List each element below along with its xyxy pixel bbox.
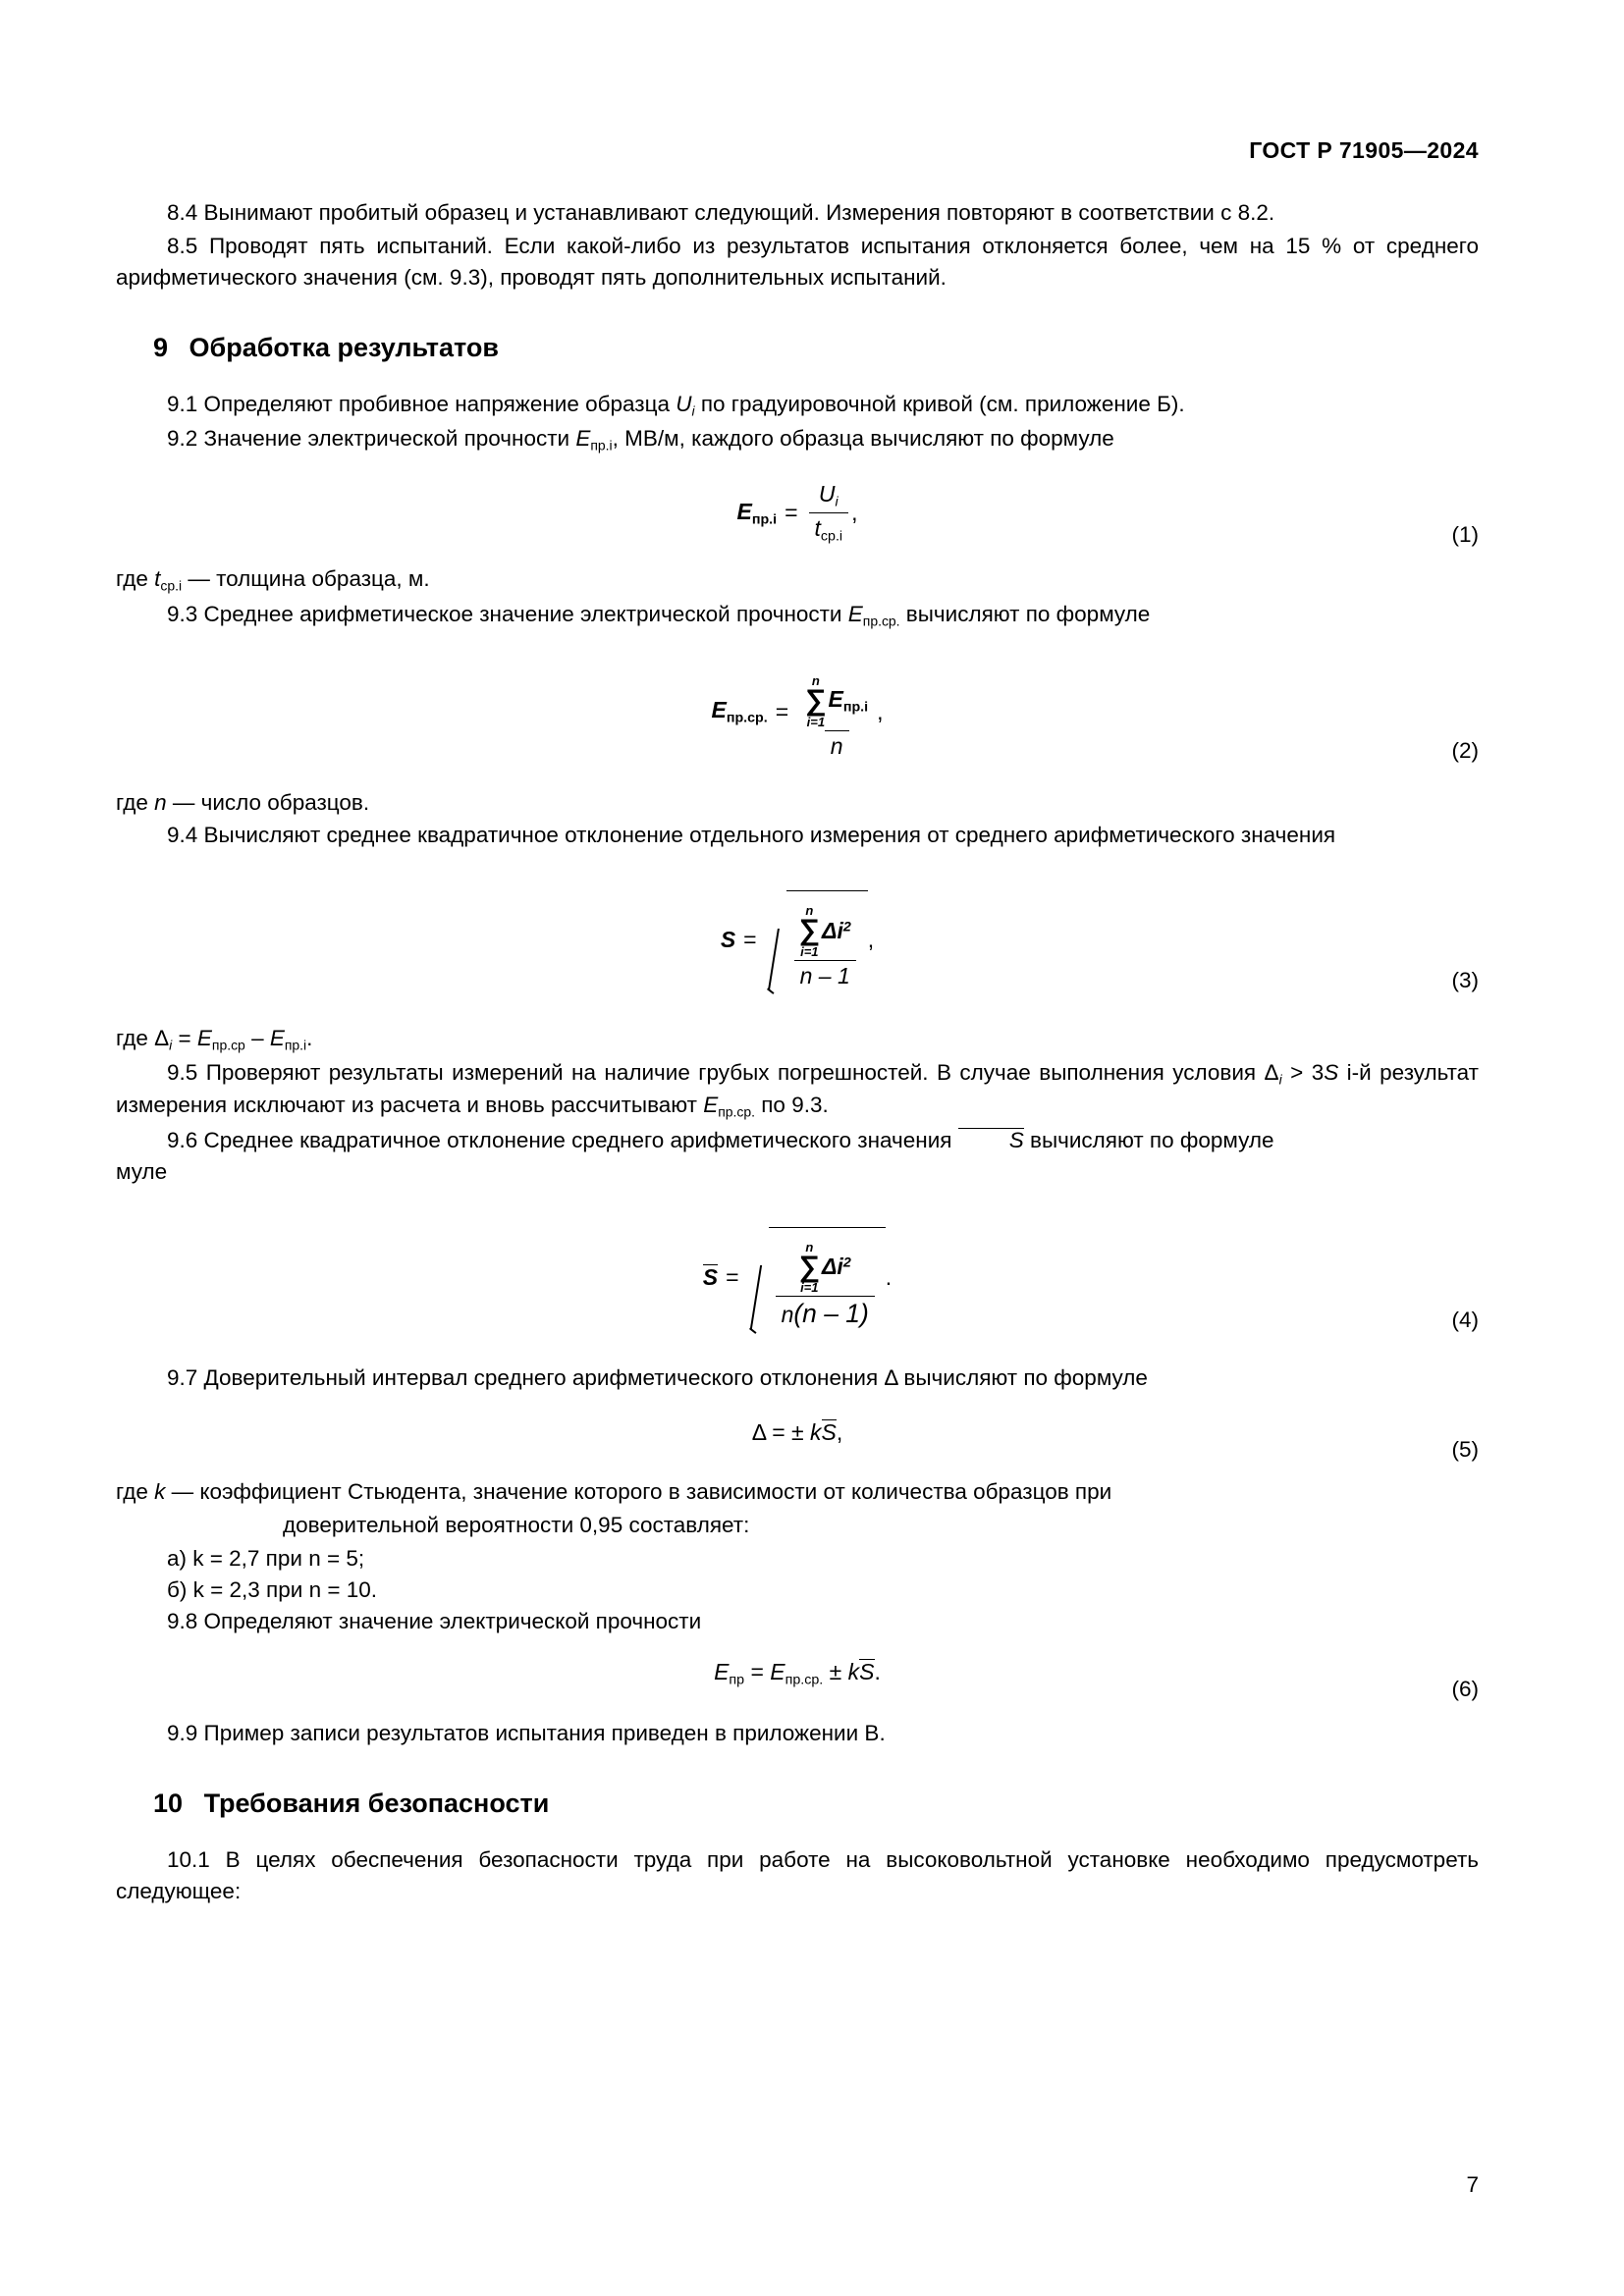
paragraph-9-7: 9.7 Доверительный интервал среднего арифметического отклонения Δ вычисляют по формуле <box>167 1365 1148 1391</box>
formula-5-number: (5) <box>1451 1436 1479 1462</box>
formula-4: S = n ∑ i=1 $\Delta i^2$ n(n – 1) . <box>116 1227 1479 1330</box>
paragraph-9-3: 9.3 Среднее арифметическое значение электрической прочности $E_{пр.ср.}$ вычисляют по формуле <box>167 601 1151 629</box>
section-heading-9 <box>116 333 1479 363</box>
paragraph-8-4: 8.4 Вынимают пробитый образец и устанавливают следующий. Измерения повторяют в соответствии с 8.2. <box>167 200 1275 225</box>
paragraph-9-4: 9.4 Вычисляют среднее квадратичное отклонение отдельного измерения от среднего арифметического значения <box>167 823 1336 848</box>
summation-operator: n ∑ i=1 <box>798 1239 820 1296</box>
section-number-10: 10 <box>153 1788 184 1818</box>
formula-6: $E_{пр} = E_{пр.ср.}$ ± kS. <box>714 1658 881 1688</box>
paragraph-9-2-text-a: 9.2 Значение электрической прочности <box>167 426 576 452</box>
paragraph-9-6: 9.6 Среднее квадратичное отклонение среднего арифметического значения S вычисляют по формуле <box>167 1127 1274 1152</box>
section-number-9: 9 <box>153 332 169 362</box>
formula-1: $E_{пр.i}$ = $\frac{U_i}{t_{ср.i}}$ , <box>736 481 858 545</box>
formula-3-row <box>116 890 1479 992</box>
section-title-10: Требования безопасности <box>203 1788 550 1818</box>
symbol-e-avg: E <box>847 601 863 626</box>
formula-2-number: (2) <box>1451 737 1479 763</box>
square-root-symbol: n ∑ i=1 $\Delta i^2$ n(n – 1) <box>747 1227 886 1330</box>
formula-1-denominator: t <box>814 514 821 541</box>
where-clause-5-cont: доверительной вероятности 0,95 составляет: <box>283 1512 750 1537</box>
formula-4-lhs: S <box>702 1264 719 1291</box>
paragraph-9-2 <box>116 423 1479 455</box>
list-item-b: б) k = 2,3 при n = 10. <box>167 1576 378 1602</box>
formula-1-lhs: $E_{пр.i}$ <box>736 498 778 528</box>
page-header: ГОСТ Р 71905—2024 <box>1249 137 1479 163</box>
formula-3: S = n ∑ i=1 $\Delta i^2$ n – 1 , <box>116 890 1479 989</box>
paragraph-8-5: 8.5 Проводят пять испытаний. Если какой-либо из результатов испытания отклоняется более, чем на 15 % от среднего арифметического значения (см. 9.3), проводят пять дополнительных испытаний. <box>116 233 1479 290</box>
where-clause-1: где $t_{ср.i}$ — толщина образца, м. <box>116 566 430 594</box>
symbol-n: n <box>154 789 167 815</box>
formula-2-denominator: n <box>830 732 843 759</box>
paragraph-9-8: 9.8 Определяют значение электрической прочности <box>167 1608 702 1633</box>
where-clause-3: где $\Delta_i = E_{пр.ср} - E_{пр.i}$. <box>116 1025 313 1053</box>
paragraph-9-2-text-b: , МВ/м, каждого образца вычисляют по формуле <box>612 426 1114 452</box>
formula-1-fraction: $\frac{U_i}{t_{ср.i}}$ <box>809 481 849 544</box>
symbol-u: U <box>676 391 692 416</box>
formula-2-fraction: n ∑ i=1 $E_{пр.i}$ n <box>805 673 869 759</box>
formula-5: Δ = ± kS, <box>751 1418 843 1445</box>
paragraph-9-1 <box>116 389 1479 421</box>
formula-4-row <box>116 1227 1479 1333</box>
formula-6-row <box>116 1658 1479 1701</box>
paragraph-9-1-text-b: по градуировочной кривой (см. приложение Б). <box>694 391 1185 416</box>
formula-3-lhs: S <box>720 927 736 953</box>
formula-5-row <box>116 1418 1479 1462</box>
formula-3-number: (3) <box>1451 967 1479 992</box>
list-item-a: а) k = 2,7 при n = 5; <box>167 1545 365 1571</box>
formula-1-number: (1) <box>1451 522 1479 548</box>
where-clause-2: где n — число образцов. <box>116 789 370 815</box>
paragraph-9-6-cont: муле <box>116 1158 168 1184</box>
symbol-e-sub: пр.i <box>590 437 613 454</box>
summation-operator: n ∑ i=1 <box>798 903 820 959</box>
formula-4-number: (4) <box>1451 1308 1479 1333</box>
symbol-k: k <box>154 1478 166 1504</box>
formula-1-row <box>116 481 1479 548</box>
formula-2-lhs: E <box>711 697 727 723</box>
page-number: 7 <box>1466 2172 1479 2197</box>
square-root-symbol: n ∑ i=1 $\Delta i^2$ n – 1 <box>765 890 868 989</box>
paragraph-9-1-text-a: 9.1 Определяют пробивное напряжение образца <box>167 391 677 416</box>
paragraph-9-5: 9.5 Проверяют результаты измерений на наличие грубых погрешностей. В случае выполнения условия $\Delta_i > 3S$ i-й результат измерения исключают из расчета и вновь рассчитывают $E_{пр.ср.}$ по 9.3. <box>116 1060 1479 1120</box>
formula-1-numerator: U <box>818 481 836 507</box>
section-title-9: Обработка результатов <box>189 332 499 362</box>
where-clause-5: где k — коэффициент Стьюдента, значение которого в зависимости от количества образцов при <box>116 1478 1112 1504</box>
section-heading-10 <box>116 1789 1479 1819</box>
paragraph-10-1: 10.1 В целях обеспечения безопасности труда при работе на высоковольтной установке необходимо предусмотреть следующее: <box>116 1846 1479 1903</box>
formula-3-denominator: n – 1 <box>799 962 850 988</box>
formula-6-number: (6) <box>1451 1676 1479 1701</box>
symbol-u-sub: i <box>691 402 695 419</box>
summation-operator: n ∑ i=1 <box>805 673 827 729</box>
formula-2-row <box>116 665 1479 763</box>
symbol-e: E <box>575 426 591 452</box>
paragraph-9-9: 9.9 Пример записи результатов испытания приведен в приложении В. <box>167 1720 886 1745</box>
symbol-t: t <box>154 566 161 592</box>
formula-1-tail: , <box>851 499 858 525</box>
symbol-s-bar: S <box>1008 1127 1024 1152</box>
formula-2: $E_{пр.ср.}$ = n ∑ i=1 $E_{пр.i}$ n , <box>116 665 1479 760</box>
